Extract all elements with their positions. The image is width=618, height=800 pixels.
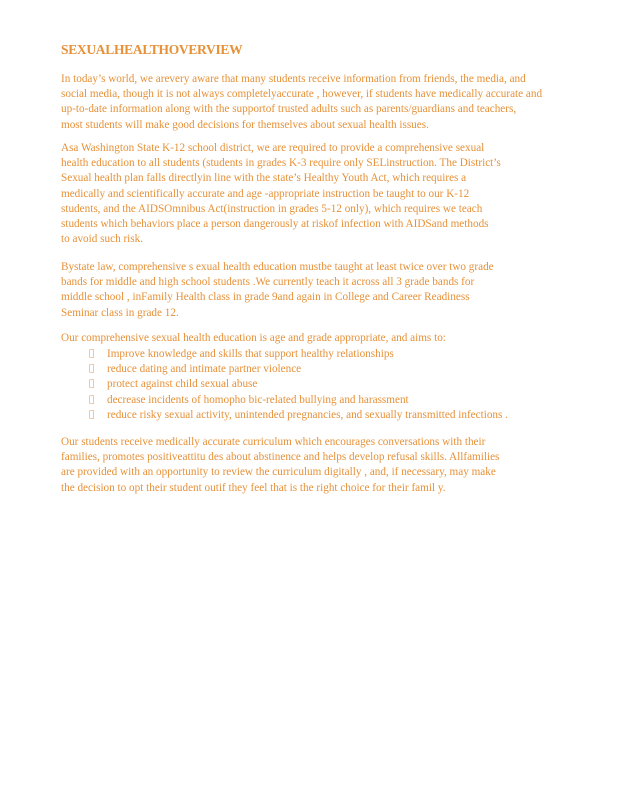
text-line: In today’s world, we arevery aware that many students receive information from friends, the media, and <box>61 73 526 85</box>
text-line: students which behaviors place a person dangerously at riskof infection with AIDSand methods <box>61 218 489 231</box>
document-title: SEXUALHEALTHOVERVIEW <box>61 42 243 57</box>
text-line: the decision to opt their student outif they feel that is the right choice for their famil y. <box>61 481 446 494</box>
bullet-icon <box>89 393 97 408</box>
state-law-paragraph <box>61 260 494 321</box>
text-line: medically and scientifically accurate and age -appropriate instruction be taught to our K-12 <box>61 187 470 200</box>
text-line: Our students receive medically accurate curriculum which encourages conversations with their <box>61 436 486 448</box>
bullet-icon <box>89 408 97 423</box>
text-line: to avoid such risk. <box>61 233 144 246</box>
text-line: Sexual health plan falls directlyin line with the state’s Healthy Youth Act, which requires a <box>61 172 467 185</box>
text-line: students, and the AIDSOmnibus Act(instruction in grades 5-12 only), which requires we teach <box>61 202 483 215</box>
bullet-icon <box>89 347 97 362</box>
text-line: health education to all students (students in grades K-3 require only SELinstruction. The District’s <box>61 157 501 170</box>
text-line: Asa Washington State K-12 school district, we are required to provide a comprehensive sexual <box>61 142 485 154</box>
text-line: middle school , inFamily Health class in grade 9and again in College and Career Readiness <box>61 291 470 304</box>
text-line: most students will make good decisions for themselves about sexual health issues. <box>61 118 429 131</box>
bullet-icon <box>89 362 97 377</box>
intro-paragraph <box>61 72 542 133</box>
list-item-text: reduce dating and intimate partner violence <box>107 363 302 376</box>
list-item-text: Improve knowledge and skills that support healthy relationships <box>107 348 394 360</box>
curriculum-paragraph <box>61 435 499 496</box>
text-line: Our comprehensive sexual health education is age and grade appropriate, and aims to: <box>61 332 446 344</box>
text-line: families, promotes positiveattitu des about abstinence and helps develop refusal skills. Allfamilies <box>61 451 500 464</box>
requirements-paragraph <box>61 141 501 247</box>
text-line: Seminar class in grade 12. <box>61 306 179 319</box>
list-item-text: reduce risky sexual activity, unintended pregnancies, and sexually transmitted infections . <box>107 408 508 421</box>
list-item-text: protect against child sexual abuse <box>107 378 258 391</box>
text-line: up-to-date information along with the supportof trusted adults such as parents/guardians and teachers, <box>61 103 517 116</box>
aims-intro <box>61 331 446 346</box>
list-item-text: decrease incidents of homopho bic-related bullying and harassment <box>107 393 409 406</box>
bullet-icon <box>89 377 97 392</box>
text-line: social media, though it is not always completelyaccurate , however, if students have medically accurate and <box>61 88 543 101</box>
text-line: are provided with an opportunity to review the curriculum digitally , and, if necessary, may make <box>61 466 496 479</box>
text-line: bands for middle and high school students .We currently teach it across all 3 grade bands for <box>61 276 475 289</box>
text-line: Bystate law, comprehensive s exual health education mustbe taught at least twice over two grade <box>61 261 494 273</box>
